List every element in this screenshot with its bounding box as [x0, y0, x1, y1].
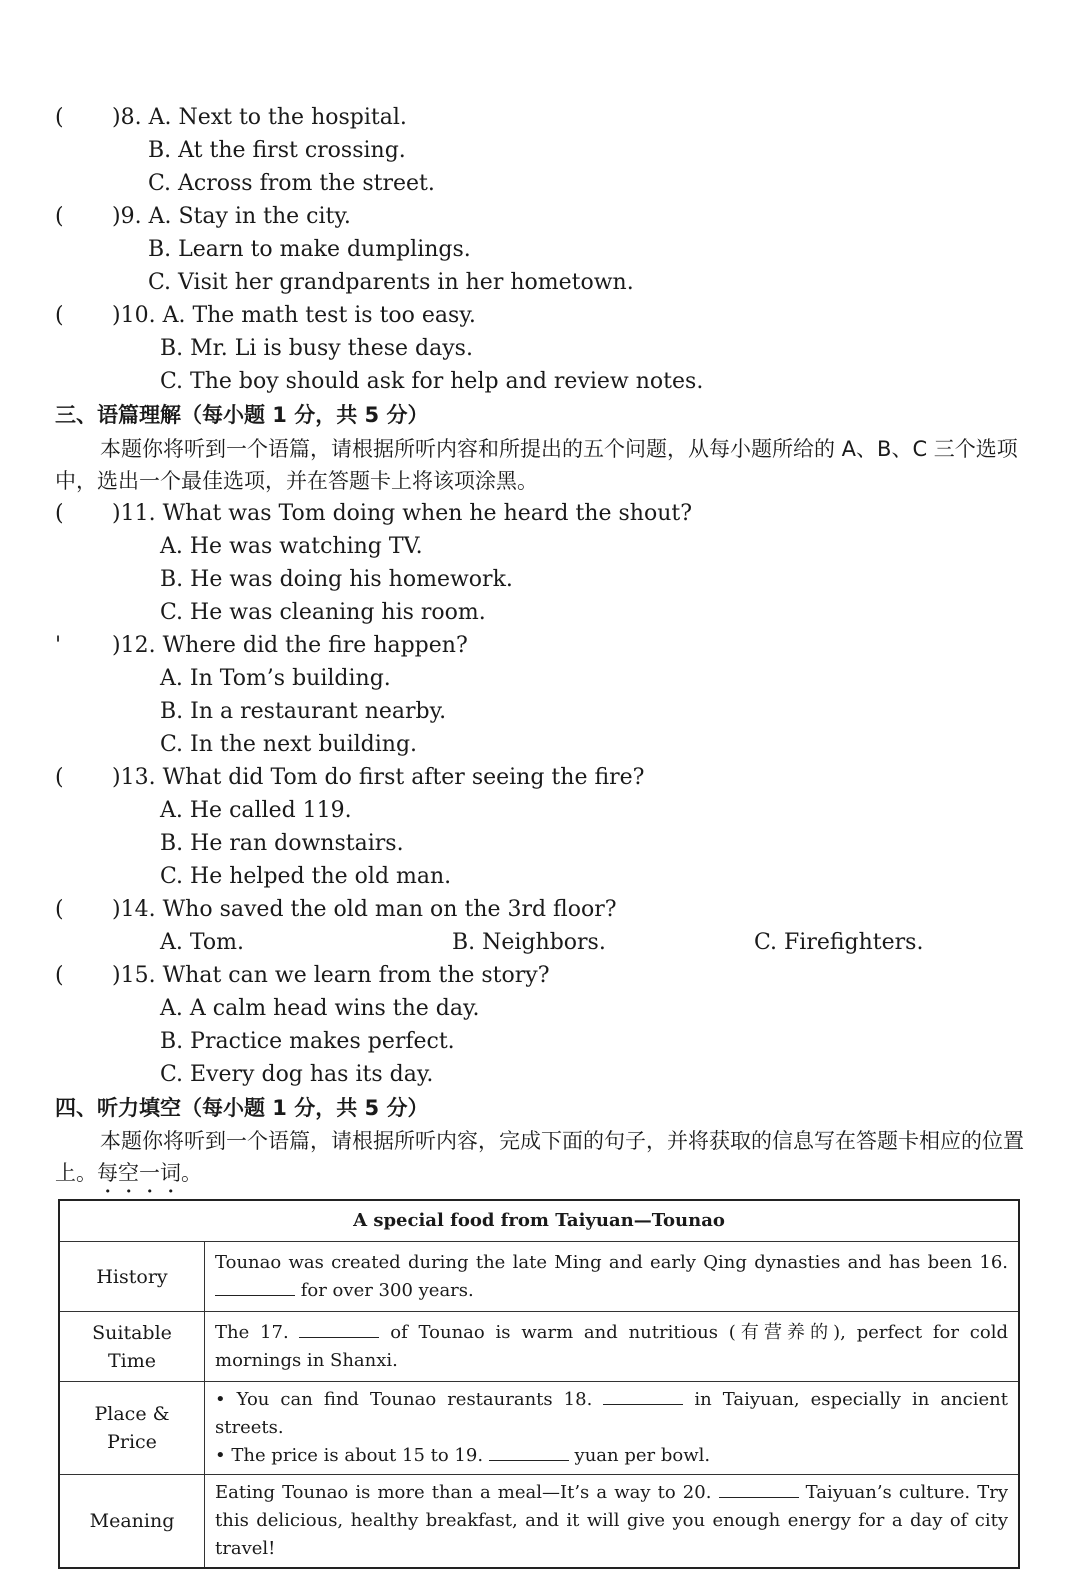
emphasis-text: 每空一词	[97, 1161, 181, 1185]
option-c: C. He helped the old man.	[160, 864, 452, 889]
answer-paren: (	[55, 963, 64, 988]
option-a: A. Tom.	[160, 930, 244, 955]
row-content-meaning: Eating Tounao is more than a meal—It’s a way to 20. Taiyuan’s culture. Try this delicious, healthy breakfast, and it will give you enough energy for a day of city travel!	[205, 1475, 1020, 1569]
question-10: )10. A. The math test is too easy.	[112, 303, 476, 328]
question-15: )15. What can we learn from the story?	[112, 963, 550, 988]
row-content-suitable-time: The 17. of Tounao is warm and nutritious (有营养的), perfect for cold mornings in Shanxi.	[205, 1312, 1020, 1382]
option-b: B. Practice makes perfect.	[160, 1029, 455, 1054]
answer-paren: (	[55, 501, 64, 526]
option-c: C. The boy should ask for help and review notes.	[160, 369, 704, 394]
option-b: B. In a restaurant nearby.	[160, 699, 447, 724]
option-c: C. In the next building.	[160, 732, 418, 757]
question-14: )14. Who saved the old man on the 3rd floor?	[112, 897, 617, 922]
section-4-title: 四、听力填空（每小题 1 分，共 5 分）	[55, 1096, 429, 1120]
option-a: A. He was watching TV.	[160, 534, 423, 559]
option-b: B. Learn to make dumplings.	[148, 237, 471, 262]
answer-paren: (	[55, 897, 64, 922]
option-b: B. Neighbors.	[452, 930, 606, 955]
row-label-meaning: Meaning	[59, 1475, 205, 1569]
option-b: B. At the first crossing.	[148, 138, 406, 163]
option-c: C. Across from the street.	[148, 171, 435, 196]
answer-blank-17[interactable]	[299, 1319, 379, 1338]
section-4-instruction: 本题你将听到一个语篇，请根据所听内容，完成下面的句子，并将获取的信息写在答题卡相应的位置上。每空一词。	[55, 1129, 1024, 1185]
answer-paren: (	[55, 204, 64, 229]
question-13: )13. What did Tom do first after seeing the fire?	[112, 765, 645, 790]
row-content-place-price: • You can find Tounao restaurants 18. in Taiyuan, especially in ancient streets. • The price is about 15 to 19. yuan per bowl.	[205, 1382, 1020, 1475]
option-a: A. He called 119.	[160, 798, 352, 823]
answer-blank-19[interactable]	[489, 1442, 569, 1461]
section-3-title: 三、语篇理解（每小题 1 分，共 5 分）	[55, 403, 429, 427]
row-label-place-price: Place & Price	[59, 1382, 205, 1475]
answer-paren: '	[55, 633, 62, 658]
question-11: )11. What was Tom doing when he heard the shout?	[112, 501, 692, 526]
answer-blank-20[interactable]	[719, 1479, 799, 1498]
answer-paren: (	[55, 105, 64, 130]
option-c: C. He was cleaning his room.	[160, 600, 486, 625]
option-a: A. A calm head wins the day.	[160, 996, 480, 1021]
section-3-instruction: 本题你将听到一个语篇，请根据所听内容和所提出的五个问题，从每小题所给的 A、B、C 三个选项中，选出一个最佳选项，并在答题卡上将该项涂黑。	[55, 437, 1018, 493]
row-content-history: Tounao was created during the late Ming and early Qing dynasties and has been 16. for over 300 years.	[205, 1242, 1020, 1312]
option-b: B. Mr. Li is busy these days.	[160, 336, 473, 361]
option-a: A. In Tom’s building.	[160, 666, 391, 691]
row-label-history: History	[59, 1242, 205, 1312]
option-c: C. Every dog has its day.	[160, 1062, 434, 1087]
answer-paren: (	[55, 303, 64, 328]
option-c: C. Visit her grandparents in her hometown.	[148, 270, 634, 295]
question-9: )9. A. Stay in the city.	[112, 204, 351, 229]
answer-paren: (	[55, 765, 64, 790]
row-label-suitable-time: Suitable Time	[59, 1312, 205, 1382]
answer-blank-18[interactable]	[603, 1386, 683, 1405]
table-heading: A special food from Taiyuan—Tounao	[59, 1200, 1019, 1242]
option-b: B. He ran downstairs.	[160, 831, 404, 856]
info-table	[58, 1199, 1020, 1569]
option-c: C. Firefighters.	[754, 930, 924, 955]
question-12: )12. Where did the fire happen?	[112, 633, 468, 658]
question-8: )8. A. Next to the hospital.	[112, 105, 407, 130]
option-b: B. He was doing his homework.	[160, 567, 513, 592]
answer-blank-16[interactable]	[215, 1277, 295, 1296]
